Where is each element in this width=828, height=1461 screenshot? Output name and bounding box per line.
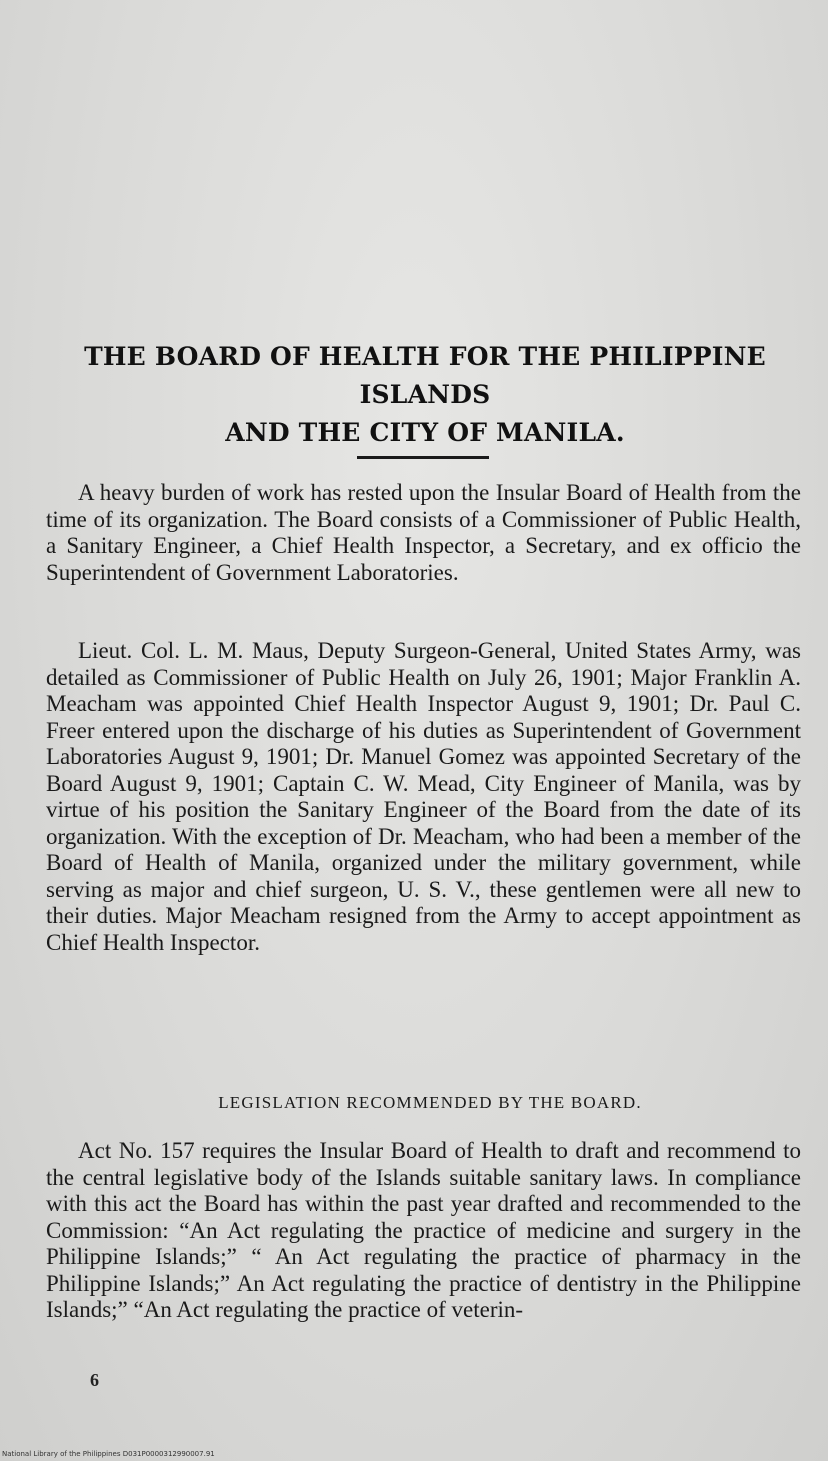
paragraph-2-text: Lieut. Col. L. M. Maus, Deputy Surgeon-General, United States Army, was detailed as Commissioner of Public Health on July 26, 1901; Major Franklin A. Meacham was appointed Chief Health Inspector August 9, 1901; Dr. Paul C. Freer entered upon the discharge of his duties as Superintendent of Government Laboratories August 9, 1901; Dr. Manuel Gomez was appointed Secretary of the Board August 9, 1901; Captain C. W. Mead, City Engineer of Manila, was by virtue of his position the Sanitary Engineer of the Board from the date of its organization. With the exception of Dr. Meacham, who had been a member of the Board of Health of Manila, organized under the military government, while serving as major and chief surgeon, U. S. V., these gentlemen were all new to their duties. Major Meacham resigned from the Army to accept appointment as Chief Health Inspector. xyxy=(46,638,801,955)
page-title xyxy=(40,338,810,452)
paragraph-1 xyxy=(46,480,801,586)
paragraph-3-text: Act No. 157 requires the Insular Board of Health to draft and recommend to the central legislative body of the Islands suitable sanitary laws. In compliance with this act the Board has within the past year drafted and recommended to the Commission: “An Act regulating the practice of medicine and surgery in the Philippine Islands;” “ An Act regulating the practice of pharmacy in the Philippine Islands;” An Act regulating the practice of dentistry in the Philippine Islands;” “An Act regulating the practice of veterin- xyxy=(46,1138,801,1322)
archive-footer: National Library of the Philippines D031P0000312990007.91 xyxy=(2,1450,215,1458)
paragraph-1-text: A heavy burden of work has rested upon the Insular Board of Health from the time of its organization. The Board consists of a Commissioner of Public Health, a Sanitary Engineer, a Chief Health Inspector, a Secretary, and ex officio the Superintendent of Government Laboratories. xyxy=(46,480,801,585)
title-line-1: THE BOARD OF HEALTH FOR THE PHILIPPINE ISLANDS xyxy=(84,342,766,409)
page-number: 6 xyxy=(90,1370,99,1390)
paragraph-2 xyxy=(46,638,801,956)
section-heading: LEGISLATION RECOMMENDED BY THE BOARD. xyxy=(218,1093,642,1112)
paragraph-3 xyxy=(46,1138,801,1324)
title-line-2: AND THE CITY OF MANILA. xyxy=(225,418,625,447)
title-divider xyxy=(357,456,489,459)
